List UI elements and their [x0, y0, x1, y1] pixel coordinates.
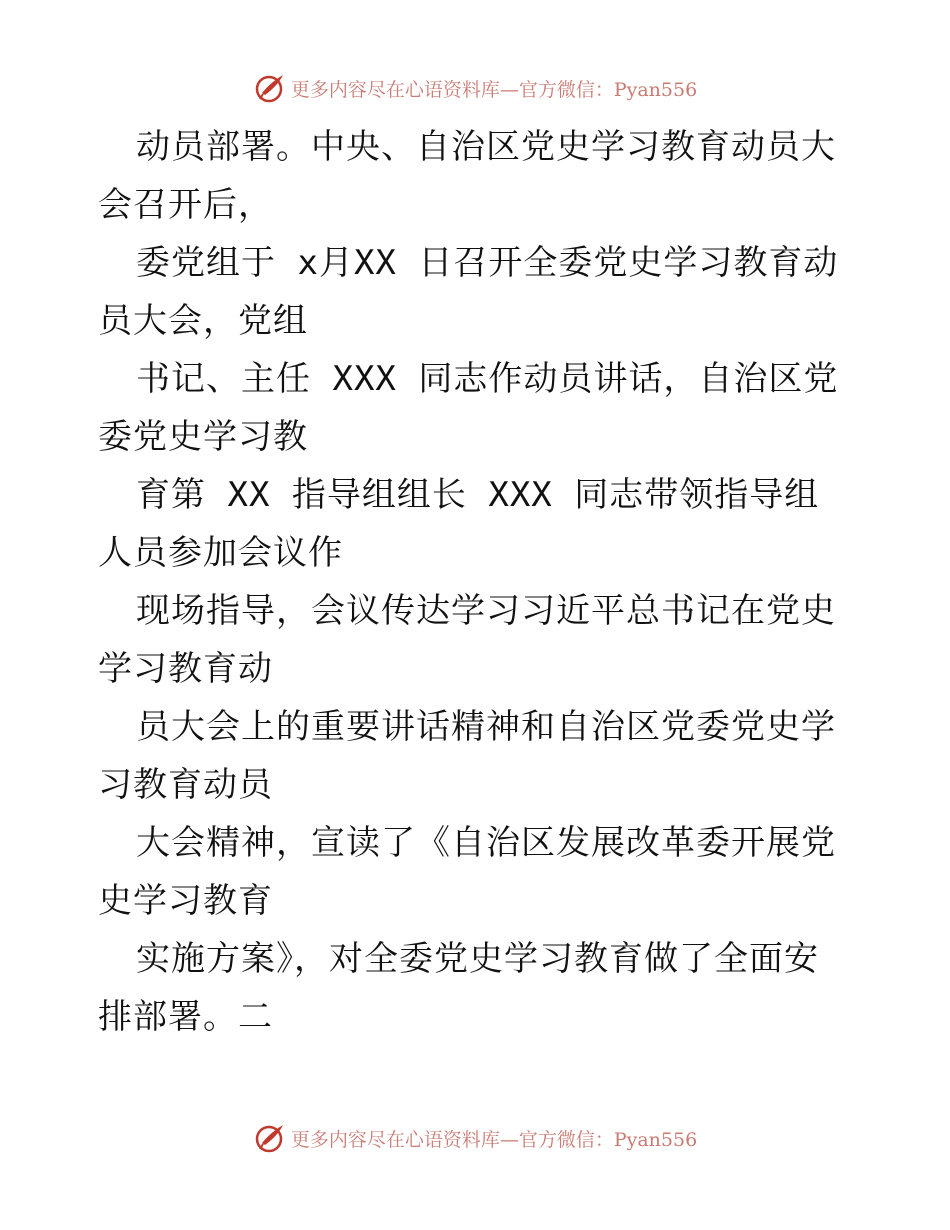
paragraph-3: 书记、主任 XXX 同志作动员讲话，自治区党委党史学习教: [98, 359, 839, 457]
paragraph-7: 大会精神，宣读了《自治区发展改革委开展党史学习教育: [98, 823, 836, 921]
paragraph-4: 育第 XX 指导组组长 XXX 同志带领指导组人员参加会议作: [98, 475, 820, 573]
paragraph-6: 员大会上的重要讲话精神和自治区党委党史学习教育动员: [98, 707, 836, 805]
header-banner: [0, 68, 950, 108]
paragraph-8: 实施方案》，对全委党史学习教育做了全面安排部署。二: [98, 939, 819, 1037]
quill-pen-logo-icon: [253, 71, 287, 105]
paragraph-2: 委党组于 x月XX 日召开全委党史学习教育动员大会，党组: [98, 243, 839, 341]
document-body: [0, 118, 950, 1046]
footer-banner: [0, 1118, 950, 1158]
footer-banner-text: 更多内容尽在心语资料库—官方微信：Pyan556: [290, 1128, 698, 1151]
quill-pen-logo-icon: [253, 1121, 287, 1155]
paragraph-5: 现场指导，会议传达学习习近平总书记在党史学习教育动: [98, 591, 836, 689]
paragraph-1: 动员部署。中央、自治区党史学习教育动员大会召开后，: [98, 127, 836, 225]
header-banner-text: 更多内容尽在心语资料库—官方微信：Pyan556: [290, 78, 698, 101]
